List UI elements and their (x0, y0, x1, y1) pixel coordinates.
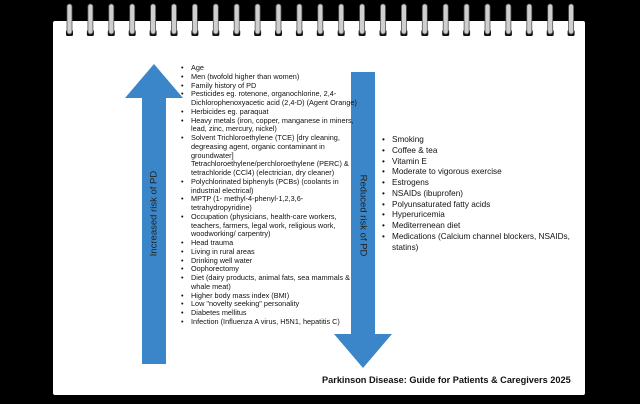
binding-ring (297, 4, 302, 34)
binding-ring (401, 4, 406, 34)
binding-ring (360, 4, 365, 34)
reduced-risk-item: • Coffee & tea (382, 146, 582, 157)
increased-risk-item: • Living in rural areas (181, 248, 357, 257)
binding-ring (339, 4, 344, 34)
increased-risk-item: • Oophorectomy (181, 265, 357, 274)
binding-ring (548, 4, 553, 34)
binding-ring (464, 4, 469, 34)
increased-risk-item: • Infection (Influenza A virus, H5N1, hepatitis C) (181, 318, 357, 327)
increased-risk-item: • Diet (dairy products, animal fats, sea mammals & whale meat) (181, 274, 357, 292)
binding-ring (569, 4, 574, 34)
binding-ring (192, 4, 197, 34)
binding-ring (422, 4, 427, 34)
increased-risk-item: • Head trauma (181, 239, 357, 248)
binding-ring (67, 4, 72, 34)
reduced-risk-item: • Vitamin E (382, 157, 582, 168)
binding-ring (255, 4, 260, 34)
binding-ring (443, 4, 448, 34)
reduced-risk-label: Reduced risk of PD (357, 174, 369, 257)
spiral-binding (53, 0, 585, 44)
reduced-risk-item: • Mediterrenean diet (382, 221, 582, 232)
increased-risk-label: Increased risk of PD (148, 170, 160, 257)
increased-risk-item: • Age (181, 64, 357, 73)
increased-risk-item: • Men (twofold higher than women) (181, 73, 357, 82)
reduced-risk-item: • Moderate to vigorous exercise (382, 167, 582, 178)
increased-risk-item: • Polychlorinated biphenyls (PCBs) (coolants in industrial electrical) (181, 178, 357, 196)
footer-caption: Parkinson Disease: Guide for Patients & Caregivers 2025 (322, 375, 571, 385)
reduced-risk-item: • Medications (Calcium channel blockers, NSAIDs, statins) (382, 232, 582, 254)
increased-risk-item: • Solvent Trichloroethylene (TCE) [dry cleaning, degreasing agent, organic contaminant in groundwater] Tetrachloroethylene/perchloroethylene (PERC) & tetrachloride (CCl4) (electrician, dry cleaner) (181, 134, 357, 178)
binding-ring (234, 4, 239, 34)
binding-ring (318, 4, 323, 34)
increased-risk-item: • Herbicides eg. paraquat (181, 108, 357, 117)
reduced-risk-item: • Polyunsaturated fatty acids (382, 200, 582, 211)
binding-ring (213, 4, 218, 34)
binding-ring (88, 4, 93, 34)
binding-ring (381, 4, 386, 34)
reduced-risk-list (382, 135, 582, 253)
increased-risk-item: • MPTP (1- methyl-4-phenyl-1,2,3,6-tetrahydropyridine) (181, 195, 357, 213)
binding-ring (527, 4, 532, 34)
increased-risk-list (181, 64, 357, 327)
binding-ring (109, 4, 114, 34)
increased-risk-item: • Family history of PD (181, 82, 357, 91)
increased-risk-item: • Diabetes mellitus (181, 309, 357, 318)
increased-risk-item: • Pesticides eg. rotenone, organochlorine, 2,4-Dichlorophenoxyacetic acid (2,4-D) (Agent Orange) (181, 90, 357, 108)
increased-risk-item: • Drinking well water (181, 257, 357, 266)
binding-ring (151, 4, 156, 34)
binding-ring (506, 4, 511, 34)
reduced-risk-item: • Hyperuricemia (382, 210, 582, 221)
binding-ring (485, 4, 490, 34)
increased-risk-item: • Heavy metals (iron, copper, manganese in miners, lead, zinc, mercury, nickel) (181, 117, 357, 135)
increased-risk-item: • Occupation (physicians, health-care workers, teachers, farmers, legal work, religious work, woodworking/ carpentry) (181, 213, 357, 239)
binding-ring (130, 4, 135, 34)
increased-risk-item: • Low "novelty seeking" personality (181, 300, 357, 309)
increased-risk-item: • Higher body mass index (BMI) (181, 292, 357, 301)
binding-ring (276, 4, 281, 34)
reduced-risk-item: • NSAIDs (ibuprofen) (382, 189, 582, 200)
binding-ring (172, 4, 177, 34)
reduced-risk-item: • Smoking (382, 135, 582, 146)
reduced-risk-item: • Estrogens (382, 178, 582, 189)
